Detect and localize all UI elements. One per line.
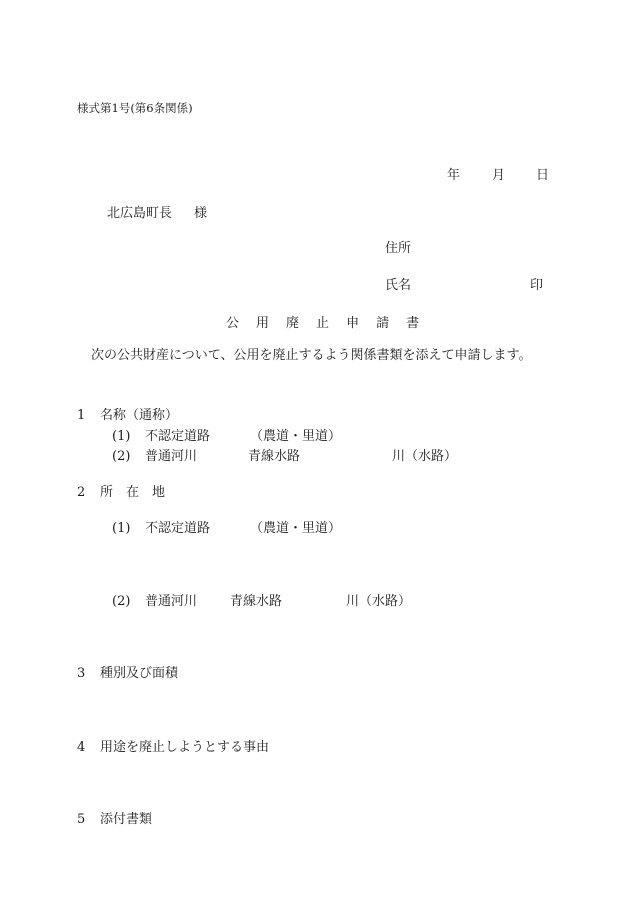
date-year: 年 bbox=[447, 168, 461, 183]
item-name: 普通河川 bbox=[145, 449, 198, 464]
item-end: 川（水路） bbox=[346, 594, 412, 609]
item-number: (2) bbox=[112, 594, 131, 609]
address-label: 住所 bbox=[385, 241, 412, 256]
section-number: 2 bbox=[77, 485, 86, 500]
item-mid: 青線水路 bbox=[230, 594, 283, 609]
section-heading: 用途を廃止しようとする事由 bbox=[100, 740, 270, 755]
title-char: 用 bbox=[256, 316, 270, 331]
item-paren: （農道・里道） bbox=[250, 521, 342, 536]
title-char: 書 bbox=[406, 316, 420, 331]
title-char: 止 bbox=[316, 316, 330, 331]
item-number: (1) bbox=[112, 429, 131, 444]
name-label: 氏名 bbox=[385, 278, 412, 293]
item-end: 川（水路） bbox=[392, 449, 458, 464]
section-number: 1 bbox=[77, 408, 86, 423]
item-name: 普通河川 bbox=[145, 594, 198, 609]
item-name: 不認定道路 bbox=[145, 429, 211, 444]
title-char: 申 bbox=[346, 316, 360, 331]
addressee-name: 北広島町長 bbox=[107, 206, 173, 221]
body-text: 次の公共財産について、公用を廃止するよう関係書類を添えて申請します。 bbox=[91, 348, 532, 363]
section-heading: 添付書類 bbox=[100, 812, 153, 827]
item-paren: （農道・里道） bbox=[250, 429, 342, 444]
section-heading: 所 在 地 bbox=[100, 485, 166, 500]
section-heading: 種別及び面積 bbox=[100, 666, 179, 681]
item-number: (1) bbox=[112, 521, 131, 536]
section-number: 3 bbox=[77, 666, 86, 681]
title-char: 請 bbox=[376, 316, 390, 331]
title-char: 公 bbox=[226, 316, 240, 331]
item-number: (2) bbox=[112, 449, 131, 464]
title-char: 廃 bbox=[286, 316, 300, 331]
addressee-honorific: 様 bbox=[194, 206, 208, 221]
section-heading: 名称（通称） bbox=[100, 408, 179, 423]
document-title bbox=[226, 315, 419, 333]
form-number: 様式第1号(第6条関係) bbox=[77, 101, 193, 115]
seal-label: 印 bbox=[530, 278, 544, 293]
date-day: 日 bbox=[536, 168, 550, 183]
item-name: 不認定道路 bbox=[145, 521, 211, 536]
section-number: 4 bbox=[77, 740, 86, 755]
date-month: 月 bbox=[492, 168, 506, 183]
section-number: 5 bbox=[77, 812, 86, 827]
item-mid: 青線水路 bbox=[248, 449, 301, 464]
